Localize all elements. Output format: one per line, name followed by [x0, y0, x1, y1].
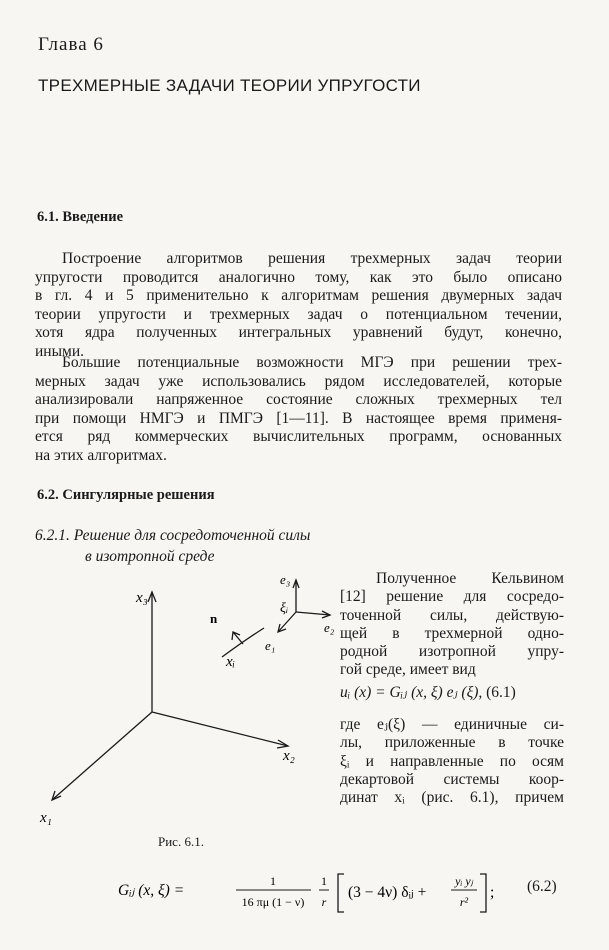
- x2-axis: [152, 712, 288, 746]
- text-line: анализировали напряженное состояние сложных трехмерных тел: [35, 391, 562, 408]
- text-line: родной изотропной упру-: [340, 643, 564, 661]
- chapter-title: ТРЕХМЕРНЫЕ ЗАДАЧИ ТЕОРИИ УПРУГОСТИ: [38, 76, 421, 95]
- equation-6-1: [340, 683, 516, 702]
- x2-label: x₂: [283, 748, 295, 764]
- section-heading-6-1: 6.1. Введение: [37, 209, 124, 225]
- equation-6-2-number: (6.2): [527, 878, 557, 895]
- text-line: в гл. 4 и 5 применительно к алгоритмам решения двумерных задач: [35, 287, 562, 304]
- text-line: Полученное Кельвином: [376, 570, 564, 587]
- figure-caption: Рис. 6.1.: [158, 834, 204, 849]
- ksi-label: ξᵢ: [280, 601, 289, 616]
- subsection-heading-line2: в изотропной среде: [85, 548, 215, 565]
- e1-label: e₁: [265, 638, 276, 653]
- eq62-frac-den: 16 πμ (1 − ν): [241, 895, 305, 909]
- text-line: на этих алгоритмах.: [35, 446, 167, 464]
- text-line: щей в трехмерной одно-: [340, 624, 564, 642]
- figure-6-1: [0, 560, 340, 830]
- eq62-lhs: Gᵢⱼ (x, ξ) =: [118, 882, 185, 899]
- intro-paragraph-1: [35, 250, 562, 361]
- text-line: лы, приложенные в точке: [340, 734, 564, 752]
- text-line: упругости проводится аналогично тому, как это было описано: [35, 268, 562, 286]
- text-line: ется ряд коммерческих вычислительных программ, основанных: [35, 428, 562, 445]
- eq62-frac-num: 1: [270, 874, 276, 888]
- x3-label: x₃: [136, 590, 148, 606]
- text-line: точенной силы, действую-: [340, 606, 564, 624]
- text-line: мерных задач уже использовались рядом исследователей, которые: [35, 372, 562, 390]
- e3-label: e₃: [280, 572, 291, 587]
- text-line: хотя ядра полученных интегральных уравнений будут, конечно,: [35, 324, 562, 341]
- eq62-frac3-num: yᵢ yⱼ: [455, 874, 473, 888]
- x1-label: x₁: [40, 810, 52, 826]
- chapter-label: Глава 6: [38, 34, 104, 55]
- intro-paragraph-2: [35, 354, 562, 465]
- unit-forces-paragraph: [340, 716, 564, 807]
- text-line: при помощи НМГЭ и ПМГЭ [1—11]. В настоящее время применя-: [35, 409, 562, 427]
- eq62-frac3-den: r²: [459, 895, 469, 909]
- text-line: ξᵢ и направленные по осям: [340, 752, 564, 770]
- text-line: декартовой системы коор-: [340, 770, 564, 788]
- eq62-left-bracket: [338, 874, 344, 912]
- text-line: теории упругости и трехмерных задач о потенциальном течении,: [35, 305, 562, 323]
- subsection-heading-line1: 6.2.1. Решение для сосредоточенной силы: [35, 527, 311, 544]
- eq62-frac2-num: 1: [321, 874, 327, 888]
- eq62-right-bracket: [480, 874, 486, 912]
- text-line: динат xᵢ (рис. 6.1), причем: [340, 789, 564, 807]
- eq62-bracket-body: (3 − 4ν) δᵢⱼ +: [348, 884, 427, 901]
- x1-axis: [52, 712, 152, 800]
- equation-6-1-number: (6.1): [486, 684, 516, 701]
- text-line: где eⱼ(ξ) — единичные си-: [340, 716, 564, 733]
- e2-label: e₂: [324, 620, 335, 635]
- surface-curve: [222, 628, 264, 657]
- text-line: Большие потенциальные возможности МГЭ при решении трех-: [62, 354, 562, 371]
- equation-6-2: [118, 872, 518, 927]
- text-line: Построение алгоритмов решения трехмерных задач теории: [62, 250, 562, 267]
- eq62-tail: ;: [490, 884, 495, 901]
- xi-label: xᵢ: [226, 654, 236, 670]
- equation-6-2-svg: [118, 872, 518, 922]
- text-line: [12] решение для сосредо-: [340, 588, 564, 606]
- eq62-frac2-den: r: [321, 895, 327, 909]
- text-line: гой среде, имеет вид: [340, 661, 476, 679]
- text-line: иными.: [35, 342, 84, 360]
- n-label: n: [210, 611, 218, 626]
- equation-6-1-body: uᵢ (x) = Gᵢⱼ (x, ξ) eⱼ (ξ),: [340, 684, 483, 701]
- section-heading-6-2: 6.2. Сингулярные решения: [37, 487, 215, 503]
- kelvin-paragraph: [340, 570, 564, 680]
